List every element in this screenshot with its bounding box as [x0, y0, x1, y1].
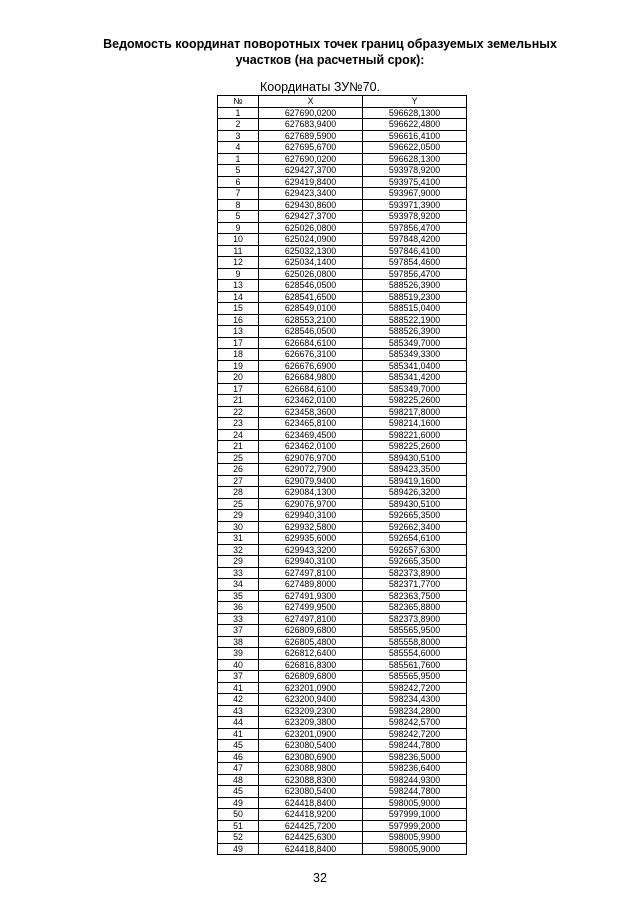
table-row — [218, 740, 467, 752]
table-row — [218, 809, 467, 821]
x-coordinate-cell: 629072,7900 — [259, 464, 363, 476]
point-number-cell: 39 — [218, 648, 259, 660]
header-y: Y — [363, 96, 467, 108]
x-coordinate-cell: 629419,8400 — [259, 176, 363, 188]
y-coordinate-cell: 592665,3500 — [363, 510, 467, 522]
y-coordinate-cell: 592665,3500 — [363, 556, 467, 568]
point-number-cell: 19 — [218, 360, 259, 372]
point-number-cell: 6 — [218, 176, 259, 188]
point-number-cell: 48 — [218, 774, 259, 786]
table-row — [218, 119, 467, 131]
x-coordinate-cell: 629932,5800 — [259, 521, 363, 533]
table-row — [218, 498, 467, 510]
table-row — [218, 303, 467, 315]
table-row — [218, 786, 467, 798]
table-row — [218, 199, 467, 211]
point-number-cell: 15 — [218, 303, 259, 315]
table-row — [218, 613, 467, 625]
x-coordinate-cell: 623080,5400 — [259, 740, 363, 752]
point-number-cell: 47 — [218, 763, 259, 775]
point-number-cell: 45 — [218, 740, 259, 752]
table-row — [218, 234, 467, 246]
y-coordinate-cell: 598217,8000 — [363, 406, 467, 418]
x-coordinate-cell: 624418,8400 — [259, 843, 363, 855]
table-row — [218, 671, 467, 683]
y-coordinate-cell: 598236,6400 — [363, 763, 467, 775]
table-row — [218, 429, 467, 441]
point-number-cell: 34 — [218, 579, 259, 591]
page-number: 32 — [313, 871, 327, 885]
x-coordinate-cell: 623200,9400 — [259, 694, 363, 706]
x-coordinate-cell: 629430,8600 — [259, 199, 363, 211]
table-row — [218, 130, 467, 142]
y-coordinate-cell: 597999,2000 — [363, 820, 467, 832]
table-row — [218, 291, 467, 303]
y-coordinate-cell: 585341,0400 — [363, 360, 467, 372]
y-coordinate-cell: 589423,3500 — [363, 464, 467, 476]
point-number-cell: 41 — [218, 682, 259, 694]
x-coordinate-cell: 623080,5400 — [259, 786, 363, 798]
x-coordinate-cell: 623088,8300 — [259, 774, 363, 786]
x-coordinate-cell: 623469,4500 — [259, 429, 363, 441]
y-coordinate-cell: 598242,5700 — [363, 717, 467, 729]
table-row — [218, 383, 467, 395]
point-number-cell: 35 — [218, 590, 259, 602]
point-number-cell: 12 — [218, 257, 259, 269]
table-row — [218, 521, 467, 533]
table-row — [218, 452, 467, 464]
y-coordinate-cell: 582373,8900 — [363, 613, 467, 625]
x-coordinate-cell: 628553,2100 — [259, 314, 363, 326]
point-number-cell: 1 — [218, 107, 259, 119]
y-coordinate-cell: 588519,2300 — [363, 291, 467, 303]
y-coordinate-cell: 589430,5100 — [363, 452, 467, 464]
x-coordinate-cell: 629427,3700 — [259, 211, 363, 223]
y-coordinate-cell: 596622,4800 — [363, 119, 467, 131]
y-coordinate-cell: 585561,7600 — [363, 659, 467, 671]
x-coordinate-cell: 629076,9700 — [259, 452, 363, 464]
x-coordinate-cell: 624425,6300 — [259, 832, 363, 844]
table-row — [218, 441, 467, 453]
header-row — [218, 96, 467, 108]
x-coordinate-cell: 623462,0100 — [259, 395, 363, 407]
y-coordinate-cell: 598244,7800 — [363, 740, 467, 752]
x-coordinate-cell: 627695,6700 — [259, 142, 363, 154]
header-number: № — [218, 96, 259, 108]
point-number-cell: 23 — [218, 418, 259, 430]
x-coordinate-cell: 629943,3200 — [259, 544, 363, 556]
point-number-cell: 46 — [218, 751, 259, 763]
y-coordinate-cell: 585565,9500 — [363, 625, 467, 637]
table-row — [218, 533, 467, 545]
table-row — [218, 314, 467, 326]
table-row — [218, 625, 467, 637]
x-coordinate-cell: 627497,8100 — [259, 613, 363, 625]
y-coordinate-cell: 598234,4300 — [363, 694, 467, 706]
point-number-cell: 37 — [218, 671, 259, 683]
table-caption: Координаты ЗУ№70. — [259, 80, 381, 94]
x-coordinate-cell: 626676,3100 — [259, 349, 363, 361]
y-coordinate-cell: 597856,4700 — [363, 268, 467, 280]
table-header — [218, 96, 467, 108]
y-coordinate-cell: 585349,7000 — [363, 337, 467, 349]
y-coordinate-cell: 592654,6100 — [363, 533, 467, 545]
x-coordinate-cell: 625026,0800 — [259, 222, 363, 234]
point-number-cell: 5 — [218, 211, 259, 223]
x-coordinate-cell: 628546,0500 — [259, 280, 363, 292]
table-row — [218, 349, 467, 361]
y-coordinate-cell: 598242,7200 — [363, 728, 467, 740]
table-row — [218, 268, 467, 280]
point-number-cell: 40 — [218, 659, 259, 671]
x-coordinate-cell: 623088,9800 — [259, 763, 363, 775]
y-coordinate-cell: 582363,7500 — [363, 590, 467, 602]
x-coordinate-cell: 629940,3100 — [259, 556, 363, 568]
table-row — [218, 188, 467, 200]
x-coordinate-cell: 627489,8000 — [259, 579, 363, 591]
x-coordinate-cell: 628541,6500 — [259, 291, 363, 303]
point-number-cell: 31 — [218, 533, 259, 545]
point-number-cell: 32 — [218, 544, 259, 556]
y-coordinate-cell: 589426,3200 — [363, 487, 467, 499]
y-coordinate-cell: 598214,1600 — [363, 418, 467, 430]
point-number-cell: 4 — [218, 142, 259, 154]
y-coordinate-cell: 585554,6000 — [363, 648, 467, 660]
y-coordinate-cell: 597848,4200 — [363, 234, 467, 246]
y-coordinate-cell: 592657,6300 — [363, 544, 467, 556]
point-number-cell: 9 — [218, 222, 259, 234]
table-body — [218, 107, 467, 855]
point-number-cell: 52 — [218, 832, 259, 844]
y-coordinate-cell: 598225,2600 — [363, 395, 467, 407]
point-number-cell: 28 — [218, 487, 259, 499]
x-coordinate-cell: 623462,0100 — [259, 441, 363, 453]
table-row — [218, 728, 467, 740]
table-row — [218, 395, 467, 407]
point-number-cell: 25 — [218, 498, 259, 510]
y-coordinate-cell: 596622,0500 — [363, 142, 467, 154]
table-row — [218, 337, 467, 349]
table-row — [218, 406, 467, 418]
table-row — [218, 257, 467, 269]
table-row — [218, 211, 467, 223]
x-coordinate-cell: 626809,6800 — [259, 625, 363, 637]
y-coordinate-cell: 585341,4200 — [363, 372, 467, 384]
point-number-cell: 29 — [218, 510, 259, 522]
point-number-cell: 50 — [218, 809, 259, 821]
point-number-cell: 14 — [218, 291, 259, 303]
x-coordinate-cell: 623458,3600 — [259, 406, 363, 418]
x-coordinate-cell: 627690,0200 — [259, 107, 363, 119]
table-row — [218, 774, 467, 786]
table-row — [218, 107, 467, 119]
x-coordinate-cell: 627689,5900 — [259, 130, 363, 142]
table-row — [218, 659, 467, 671]
table-row — [218, 579, 467, 591]
x-coordinate-cell: 629076,9700 — [259, 498, 363, 510]
point-number-cell: 41 — [218, 728, 259, 740]
table-row — [218, 487, 467, 499]
point-number-cell: 11 — [218, 245, 259, 257]
y-coordinate-cell: 597999,1000 — [363, 809, 467, 821]
point-number-cell: 49 — [218, 797, 259, 809]
point-number-cell: 7 — [218, 188, 259, 200]
table-row — [218, 694, 467, 706]
point-number-cell: 42 — [218, 694, 259, 706]
x-coordinate-cell: 624425,7200 — [259, 820, 363, 832]
y-coordinate-cell: 593978,9200 — [363, 211, 467, 223]
y-coordinate-cell: 582373,8900 — [363, 567, 467, 579]
x-coordinate-cell: 625024,0900 — [259, 234, 363, 246]
x-coordinate-cell: 625026,0800 — [259, 268, 363, 280]
y-coordinate-cell: 593975,4100 — [363, 176, 467, 188]
x-coordinate-cell: 625032,1300 — [259, 245, 363, 257]
table-row — [218, 176, 467, 188]
point-number-cell: 21 — [218, 441, 259, 453]
y-coordinate-cell: 598221,6000 — [363, 429, 467, 441]
y-coordinate-cell: 589430,5100 — [363, 498, 467, 510]
point-number-cell: 3 — [218, 130, 259, 142]
x-coordinate-cell: 626684,6100 — [259, 383, 363, 395]
table-row — [218, 326, 467, 338]
y-coordinate-cell: 597846,4100 — [363, 245, 467, 257]
y-coordinate-cell: 585558,8000 — [363, 636, 467, 648]
table-row — [218, 567, 467, 579]
table-row — [218, 832, 467, 844]
point-number-cell: 37 — [218, 625, 259, 637]
table-row — [218, 556, 467, 568]
point-number-cell: 1 — [218, 153, 259, 165]
point-number-cell: 27 — [218, 475, 259, 487]
x-coordinate-cell: 626676,6900 — [259, 360, 363, 372]
table-row — [218, 820, 467, 832]
table-row — [218, 682, 467, 694]
point-number-cell: 33 — [218, 613, 259, 625]
x-coordinate-cell: 623465,8100 — [259, 418, 363, 430]
y-coordinate-cell: 582371,7700 — [363, 579, 467, 591]
point-number-cell: 33 — [218, 567, 259, 579]
point-number-cell: 9 — [218, 268, 259, 280]
point-number-cell: 13 — [218, 280, 259, 292]
point-number-cell: 17 — [218, 383, 259, 395]
y-coordinate-cell: 593971,3900 — [363, 199, 467, 211]
y-coordinate-cell: 589419,1600 — [363, 475, 467, 487]
x-coordinate-cell: 624418,8400 — [259, 797, 363, 809]
point-number-cell: 36 — [218, 602, 259, 614]
y-coordinate-cell: 582365,8800 — [363, 602, 467, 614]
x-coordinate-cell: 629935,6000 — [259, 533, 363, 545]
x-coordinate-cell: 623209,2300 — [259, 705, 363, 717]
table-row — [218, 165, 467, 177]
table-row — [218, 544, 467, 556]
x-coordinate-cell: 626805,4800 — [259, 636, 363, 648]
document-title-line-2: участков (на расчетный срок): — [235, 53, 425, 67]
y-coordinate-cell: 596628,1300 — [363, 107, 467, 119]
x-coordinate-cell: 627497,8100 — [259, 567, 363, 579]
header-x: X — [259, 96, 363, 108]
x-coordinate-cell: 626816,8300 — [259, 659, 363, 671]
point-number-cell: 8 — [218, 199, 259, 211]
x-coordinate-cell: 626812,6400 — [259, 648, 363, 660]
x-coordinate-cell: 623080,6900 — [259, 751, 363, 763]
point-number-cell: 21 — [218, 395, 259, 407]
x-coordinate-cell: 627690,0200 — [259, 153, 363, 165]
x-coordinate-cell: 628546,0500 — [259, 326, 363, 338]
point-number-cell: 29 — [218, 556, 259, 568]
x-coordinate-cell: 626809,6800 — [259, 671, 363, 683]
x-coordinate-cell: 629427,3700 — [259, 165, 363, 177]
point-number-cell: 30 — [218, 521, 259, 533]
point-number-cell: 26 — [218, 464, 259, 476]
y-coordinate-cell: 593967,9000 — [363, 188, 467, 200]
point-number-cell: 2 — [218, 119, 259, 131]
y-coordinate-cell: 598244,7800 — [363, 786, 467, 798]
point-number-cell: 16 — [218, 314, 259, 326]
y-coordinate-cell: 597856,4700 — [363, 222, 467, 234]
point-number-cell: 17 — [218, 337, 259, 349]
y-coordinate-cell: 598234,2800 — [363, 705, 467, 717]
x-coordinate-cell: 627499,9500 — [259, 602, 363, 614]
table-row — [218, 475, 467, 487]
table-row — [218, 705, 467, 717]
y-coordinate-cell: 588522,1900 — [363, 314, 467, 326]
y-coordinate-cell: 598225,2600 — [363, 441, 467, 453]
table-row — [218, 245, 467, 257]
y-coordinate-cell: 596628,1300 — [363, 153, 467, 165]
y-coordinate-cell: 598005,9900 — [363, 832, 467, 844]
x-coordinate-cell: 627491,9300 — [259, 590, 363, 602]
x-coordinate-cell: 628549,0100 — [259, 303, 363, 315]
y-coordinate-cell: 592662,3400 — [363, 521, 467, 533]
document-title — [80, 36, 580, 68]
point-number-cell: 38 — [218, 636, 259, 648]
table-row — [218, 763, 467, 775]
table-row — [218, 636, 467, 648]
table-row — [218, 510, 467, 522]
table-row — [218, 153, 467, 165]
point-number-cell: 18 — [218, 349, 259, 361]
y-coordinate-cell: 597854,4600 — [363, 257, 467, 269]
table-row — [218, 142, 467, 154]
x-coordinate-cell: 625034,1400 — [259, 257, 363, 269]
y-coordinate-cell: 585349,3300 — [363, 349, 467, 361]
point-number-cell: 24 — [218, 429, 259, 441]
x-coordinate-cell: 629079,9400 — [259, 475, 363, 487]
y-coordinate-cell: 588515,0400 — [363, 303, 467, 315]
y-coordinate-cell: 585565,9500 — [363, 671, 467, 683]
table-row — [218, 590, 467, 602]
point-number-cell: 25 — [218, 452, 259, 464]
table-row — [218, 360, 467, 372]
y-coordinate-cell: 588526,3900 — [363, 280, 467, 292]
point-number-cell: 45 — [218, 786, 259, 798]
x-coordinate-cell: 629423,3400 — [259, 188, 363, 200]
y-coordinate-cell: 598236,5000 — [363, 751, 467, 763]
x-coordinate-cell: 629940,3100 — [259, 510, 363, 522]
y-coordinate-cell: 593978,9200 — [363, 165, 467, 177]
table-row — [218, 797, 467, 809]
table-row — [218, 464, 467, 476]
y-coordinate-cell: 598244,9300 — [363, 774, 467, 786]
point-number-cell: 22 — [218, 406, 259, 418]
table-row — [218, 648, 467, 660]
x-coordinate-cell: 623209,3800 — [259, 717, 363, 729]
y-coordinate-cell: 588526,3900 — [363, 326, 467, 338]
x-coordinate-cell: 623201,0900 — [259, 728, 363, 740]
point-number-cell: 49 — [218, 843, 259, 855]
table-row — [218, 751, 467, 763]
x-coordinate-cell: 626684,9800 — [259, 372, 363, 384]
x-coordinate-cell: 624418,9200 — [259, 809, 363, 821]
x-coordinate-cell: 626684,6100 — [259, 337, 363, 349]
x-coordinate-cell: 627683,9400 — [259, 119, 363, 131]
point-number-cell: 13 — [218, 326, 259, 338]
point-number-cell: 51 — [218, 820, 259, 832]
point-number-cell: 20 — [218, 372, 259, 384]
point-number-cell: 43 — [218, 705, 259, 717]
point-number-cell: 5 — [218, 165, 259, 177]
document-title-line-1: Ведомость координат поворотных точек границ образуемых земельных — [103, 37, 557, 51]
point-number-cell: 44 — [218, 717, 259, 729]
y-coordinate-cell: 585349,7000 — [363, 383, 467, 395]
x-coordinate-cell: 623201,0900 — [259, 682, 363, 694]
table-row — [218, 602, 467, 614]
table-row — [218, 372, 467, 384]
y-coordinate-cell: 598005,9000 — [363, 843, 467, 855]
table-row — [218, 222, 467, 234]
point-number-cell: 10 — [218, 234, 259, 246]
table-row — [218, 280, 467, 292]
y-coordinate-cell: 598242,7200 — [363, 682, 467, 694]
y-coordinate-cell: 596616,4100 — [363, 130, 467, 142]
table-row — [218, 717, 467, 729]
y-coordinate-cell: 598005,9000 — [363, 797, 467, 809]
table-row — [218, 843, 467, 855]
coordinates-table — [217, 95, 467, 855]
table-row — [218, 418, 467, 430]
x-coordinate-cell: 629084,1300 — [259, 487, 363, 499]
